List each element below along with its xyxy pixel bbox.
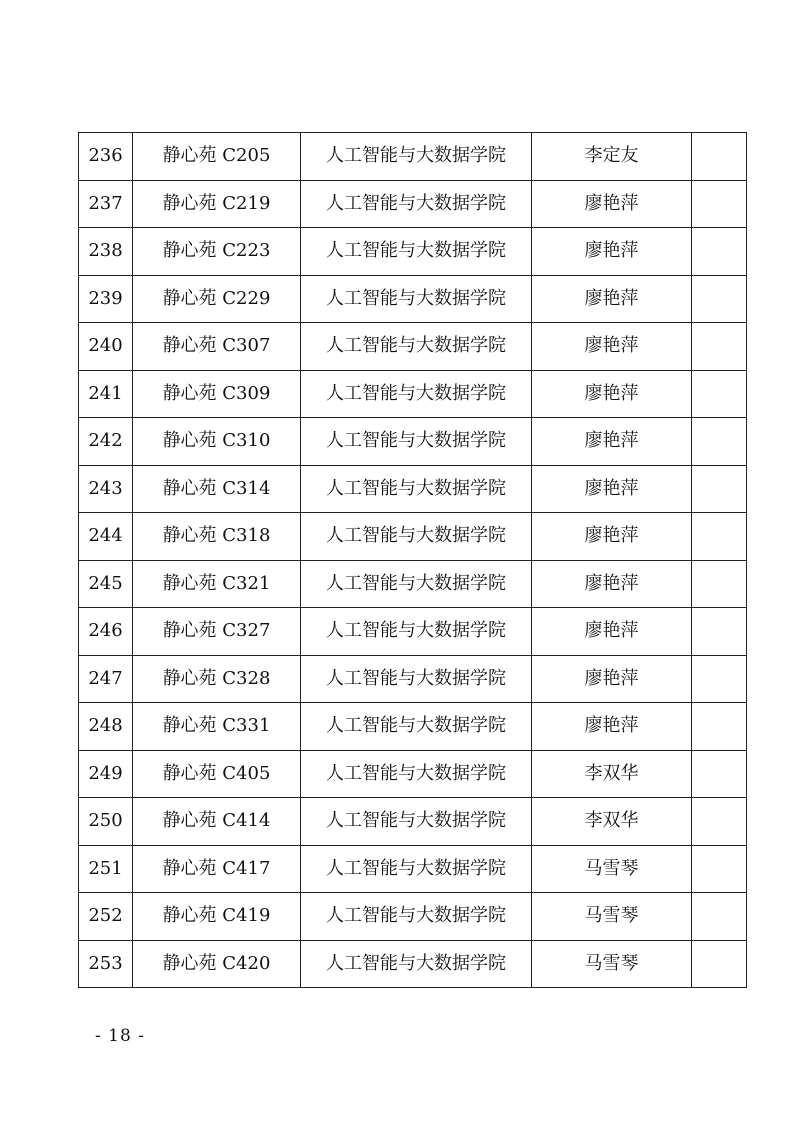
note-cell <box>692 133 747 181</box>
person-cell: 李定友 <box>532 133 692 181</box>
row-number-cell: 249 <box>79 750 133 798</box>
person-cell: 廖艳萍 <box>532 323 692 371</box>
table-row <box>79 798 747 846</box>
row-number-cell: 238 <box>79 228 133 276</box>
row-number-cell: 253 <box>79 940 133 988</box>
note-cell <box>692 513 747 561</box>
person-cell: 廖艳萍 <box>532 655 692 703</box>
row-number-cell: 241 <box>79 370 133 418</box>
table-body <box>79 133 747 988</box>
college-cell: 人工智能与大数据学院 <box>301 133 532 181</box>
room-cell: 静心苑 C328 <box>133 655 301 703</box>
table-row <box>79 418 747 466</box>
person-cell: 廖艳萍 <box>532 465 692 513</box>
room-cell: 静心苑 C314 <box>133 465 301 513</box>
college-cell: 人工智能与大数据学院 <box>301 798 532 846</box>
college-cell: 人工智能与大数据学院 <box>301 608 532 656</box>
person-cell: 廖艳萍 <box>532 560 692 608</box>
note-cell <box>692 940 747 988</box>
person-cell: 廖艳萍 <box>532 608 692 656</box>
table-row <box>79 750 747 798</box>
row-number-cell: 243 <box>79 465 133 513</box>
college-cell: 人工智能与大数据学院 <box>301 323 532 371</box>
person-cell: 马雪琴 <box>532 940 692 988</box>
room-cell: 静心苑 C405 <box>133 750 301 798</box>
person-cell: 马雪琴 <box>532 893 692 941</box>
person-cell: 廖艳萍 <box>532 370 692 418</box>
room-cell: 静心苑 C327 <box>133 608 301 656</box>
note-cell <box>692 228 747 276</box>
dormitory-assignment-table <box>78 132 747 988</box>
table-row <box>79 893 747 941</box>
room-cell: 静心苑 C205 <box>133 133 301 181</box>
college-cell: 人工智能与大数据学院 <box>301 370 532 418</box>
note-cell <box>692 323 747 371</box>
row-number-cell: 245 <box>79 560 133 608</box>
row-number-cell: 246 <box>79 608 133 656</box>
row-number-cell: 236 <box>79 133 133 181</box>
person-cell: 廖艳萍 <box>532 418 692 466</box>
room-cell: 静心苑 C310 <box>133 418 301 466</box>
row-number-cell: 252 <box>79 893 133 941</box>
table-row <box>79 180 747 228</box>
table-row <box>79 560 747 608</box>
note-cell <box>692 893 747 941</box>
person-cell: 廖艳萍 <box>532 275 692 323</box>
room-cell: 静心苑 C417 <box>133 845 301 893</box>
table-row <box>79 655 747 703</box>
table-row <box>79 513 747 561</box>
room-cell: 静心苑 C309 <box>133 370 301 418</box>
note-cell <box>692 703 747 751</box>
table-row <box>79 608 747 656</box>
college-cell: 人工智能与大数据学院 <box>301 940 532 988</box>
person-cell: 廖艳萍 <box>532 703 692 751</box>
person-cell: 廖艳萍 <box>532 513 692 561</box>
row-number-cell: 240 <box>79 323 133 371</box>
college-cell: 人工智能与大数据学院 <box>301 180 532 228</box>
college-cell: 人工智能与大数据学院 <box>301 750 532 798</box>
college-cell: 人工智能与大数据学院 <box>301 465 532 513</box>
note-cell <box>692 655 747 703</box>
college-cell: 人工智能与大数据学院 <box>301 655 532 703</box>
note-cell <box>692 608 747 656</box>
room-cell: 静心苑 C420 <box>133 940 301 988</box>
row-number-cell: 237 <box>79 180 133 228</box>
table-row <box>79 228 747 276</box>
row-number-cell: 251 <box>79 845 133 893</box>
college-cell: 人工智能与大数据学院 <box>301 845 532 893</box>
person-cell: 廖艳萍 <box>532 180 692 228</box>
room-cell: 静心苑 C414 <box>133 798 301 846</box>
table-row <box>79 940 747 988</box>
row-number-cell: 239 <box>79 275 133 323</box>
table-row <box>79 845 747 893</box>
row-number-cell: 244 <box>79 513 133 561</box>
row-number-cell: 242 <box>79 418 133 466</box>
table-row <box>79 133 747 181</box>
room-cell: 静心苑 C307 <box>133 323 301 371</box>
college-cell: 人工智能与大数据学院 <box>301 275 532 323</box>
college-cell: 人工智能与大数据学院 <box>301 513 532 561</box>
table-row <box>79 323 747 371</box>
note-cell <box>692 370 747 418</box>
note-cell <box>692 560 747 608</box>
note-cell <box>692 180 747 228</box>
person-cell: 李双华 <box>532 798 692 846</box>
note-cell <box>692 418 747 466</box>
note-cell <box>692 845 747 893</box>
college-cell: 人工智能与大数据学院 <box>301 560 532 608</box>
room-cell: 静心苑 C321 <box>133 560 301 608</box>
college-cell: 人工智能与大数据学院 <box>301 228 532 276</box>
room-cell: 静心苑 C331 <box>133 703 301 751</box>
note-cell <box>692 275 747 323</box>
person-cell: 李双华 <box>532 750 692 798</box>
room-cell: 静心苑 C219 <box>133 180 301 228</box>
table-row <box>79 465 747 513</box>
room-cell: 静心苑 C223 <box>133 228 301 276</box>
note-cell <box>692 465 747 513</box>
table-row <box>79 703 747 751</box>
college-cell: 人工智能与大数据学院 <box>301 893 532 941</box>
row-number-cell: 250 <box>79 798 133 846</box>
room-cell: 静心苑 C419 <box>133 893 301 941</box>
row-number-cell: 247 <box>79 655 133 703</box>
table-row <box>79 275 747 323</box>
college-cell: 人工智能与大数据学院 <box>301 418 532 466</box>
room-cell: 静心苑 C229 <box>133 275 301 323</box>
table-row <box>79 370 747 418</box>
person-cell: 马雪琴 <box>532 845 692 893</box>
row-number-cell: 248 <box>79 703 133 751</box>
note-cell <box>692 750 747 798</box>
note-cell <box>692 798 747 846</box>
college-cell: 人工智能与大数据学院 <box>301 703 532 751</box>
room-cell: 静心苑 C318 <box>133 513 301 561</box>
page-number: - 18 - <box>95 1026 145 1046</box>
person-cell: 廖艳萍 <box>532 228 692 276</box>
